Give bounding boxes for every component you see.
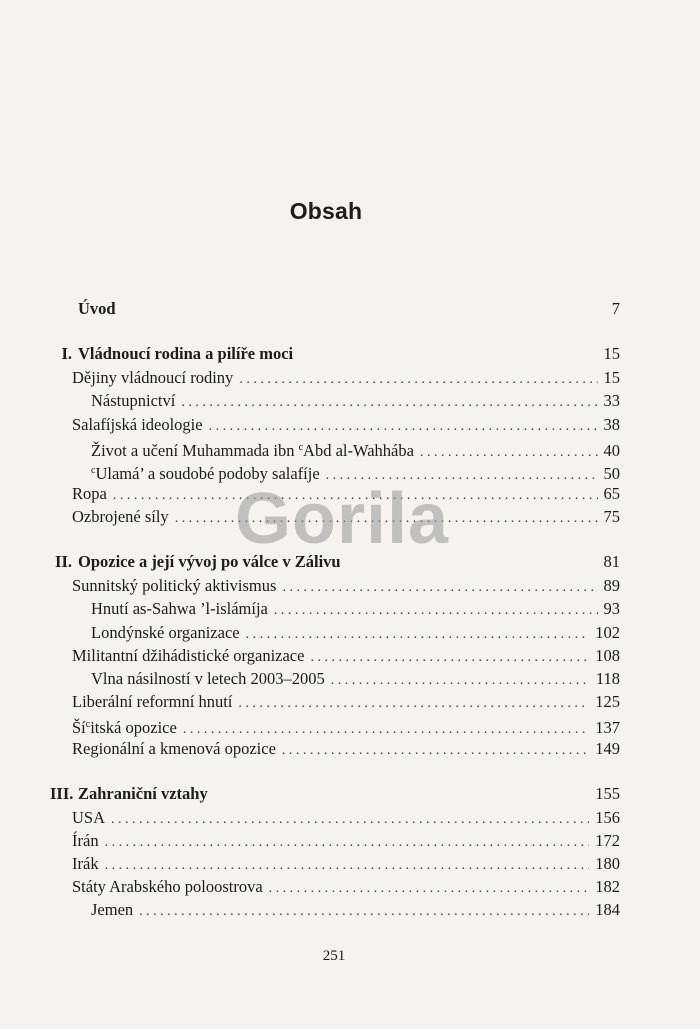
toc-entry-label: USA: [72, 808, 106, 827]
toc-chapter-row: [50, 298, 620, 320]
toc-page-number: 93: [603, 599, 620, 618]
toc-entry-label: Vládnoucí rodina a pilíře moci: [78, 344, 294, 363]
toc-page-number: 38: [603, 415, 620, 434]
toc-entry-row: [91, 622, 620, 644]
watermark: Gorila: [235, 479, 450, 559]
label-part: Život a učení Muhammada ibn: [91, 441, 299, 460]
toc-page-number: 7: [611, 299, 620, 318]
toc-entry-label: Ozbrojené síly: [72, 507, 169, 526]
dot-leader: [105, 832, 590, 854]
toc-entry-label: Salafíjská ideologie: [72, 415, 203, 434]
toc-entry-label: [91, 437, 414, 462]
dot-leader: [274, 600, 598, 622]
dot-leader: [282, 740, 589, 762]
toc-page-number: 156: [595, 808, 620, 827]
toc-entry-label: Londýnské organizace: [91, 623, 240, 642]
toc-entry-row: [72, 691, 620, 713]
dot-leader: [269, 878, 590, 900]
toc-page-number: 182: [595, 877, 620, 896]
toc-entry-row: [72, 876, 620, 898]
toc-entry-label: Ropa: [72, 484, 107, 503]
toc-entry-row: [91, 899, 620, 921]
toc-page-number: 65: [603, 484, 620, 503]
dot-leader: [139, 901, 589, 923]
toc-entry-label: Nástupnictví: [91, 391, 176, 410]
dot-leader: [111, 809, 589, 831]
toc-entry-row: [72, 367, 620, 389]
toc-page-number: 137: [595, 718, 620, 737]
label-part: Ulamá’ a soudobé podoby salafíje: [95, 464, 320, 483]
toc-page-number: 40: [603, 441, 620, 460]
toc-page-number: 184: [595, 900, 620, 919]
ayn-mark: c: [91, 465, 96, 476]
toc-entry-label: Dějiny vládnoucí rodiny: [72, 368, 234, 387]
toc-entry-row: [72, 645, 620, 667]
toc-entry-row: [72, 807, 620, 829]
toc-page-number: 75: [603, 507, 620, 526]
toc-page-number: 15: [603, 344, 620, 363]
toc-chapter-row: [50, 783, 620, 805]
toc-entry-label: Jemen: [91, 900, 134, 919]
toc-entry-label: Vlna násilností v letech 2003–2005: [91, 669, 325, 688]
toc-entry-row: [72, 830, 620, 852]
toc-entry-row: [72, 853, 620, 875]
toc-page-number: 172: [595, 831, 620, 850]
toc-entry-label: Írán: [72, 831, 99, 850]
dot-leader: [239, 369, 597, 391]
ayn-mark: c: [85, 719, 91, 730]
toc-entry-label: Státy Arabského poloostrova: [72, 877, 263, 896]
page-title: Obsah: [289, 198, 363, 224]
toc-entry-row: [72, 414, 620, 436]
toc-entry-row: [91, 437, 620, 459]
toc-page-number: 102: [595, 623, 620, 642]
toc-entry-row: [72, 738, 620, 760]
chapter-number: I.: [61, 344, 72, 363]
toc-entry-label: [72, 714, 177, 739]
label-part: itská opozice: [90, 718, 177, 737]
toc-page-number: 149: [595, 739, 620, 758]
label-part: Ší: [72, 718, 86, 737]
toc-entry-label: Liberální reformní hnutí: [72, 692, 233, 711]
toc-page-number: 118: [595, 669, 620, 688]
toc-entry-label: Úvod: [78, 299, 116, 318]
toc-entry-row: [91, 668, 620, 690]
dot-leader: [209, 416, 598, 438]
toc-entry-label: Hnutí as-Sahwa ’l-islámíja: [91, 599, 268, 618]
toc-page-number: 180: [595, 854, 620, 873]
chapter-number: II.: [55, 552, 72, 571]
toc-entry-label: Opozice a její vývoj po válce v Zálivu: [78, 552, 341, 571]
dot-leader: [282, 577, 597, 599]
toc-entry-label: Militantní džihádistické organizace: [72, 646, 305, 665]
toc-page-number: 50: [603, 464, 620, 483]
chapter-number: III.: [50, 784, 74, 803]
toc-entry-label: Zahraniční vztahy: [78, 784, 208, 803]
dot-leader: [181, 392, 597, 414]
dot-leader: [105, 855, 590, 877]
label-part: Abd al-Wahhába: [303, 441, 414, 460]
toc-entry-row: [91, 390, 620, 412]
ayn-mark: c: [298, 442, 304, 453]
dot-leader: [310, 647, 589, 669]
toc-page-number: 15: [603, 368, 620, 387]
toc-page-number: 33: [603, 391, 620, 410]
dot-leader: [246, 624, 590, 646]
toc-page-number: 108: [595, 646, 620, 665]
toc-page-number: 155: [595, 784, 620, 803]
dot-leader: [331, 670, 590, 692]
dot-leader: [238, 693, 589, 715]
toc-chapter-row: [50, 343, 620, 365]
toc-page-number: 81: [603, 552, 620, 571]
toc-entry-row: [72, 575, 620, 597]
toc-page-number: 89: [603, 576, 620, 595]
page-number: 251: [322, 948, 346, 964]
toc-page-number: 125: [595, 692, 620, 711]
toc-entry-label: Regionální a kmenová opozice: [72, 739, 276, 758]
toc-entry-label: Irák: [72, 854, 99, 873]
toc-entry-row: [72, 714, 620, 736]
toc-entry-row: [91, 598, 620, 620]
toc-entry-label: Sunnitský politický aktivismus: [72, 576, 277, 595]
